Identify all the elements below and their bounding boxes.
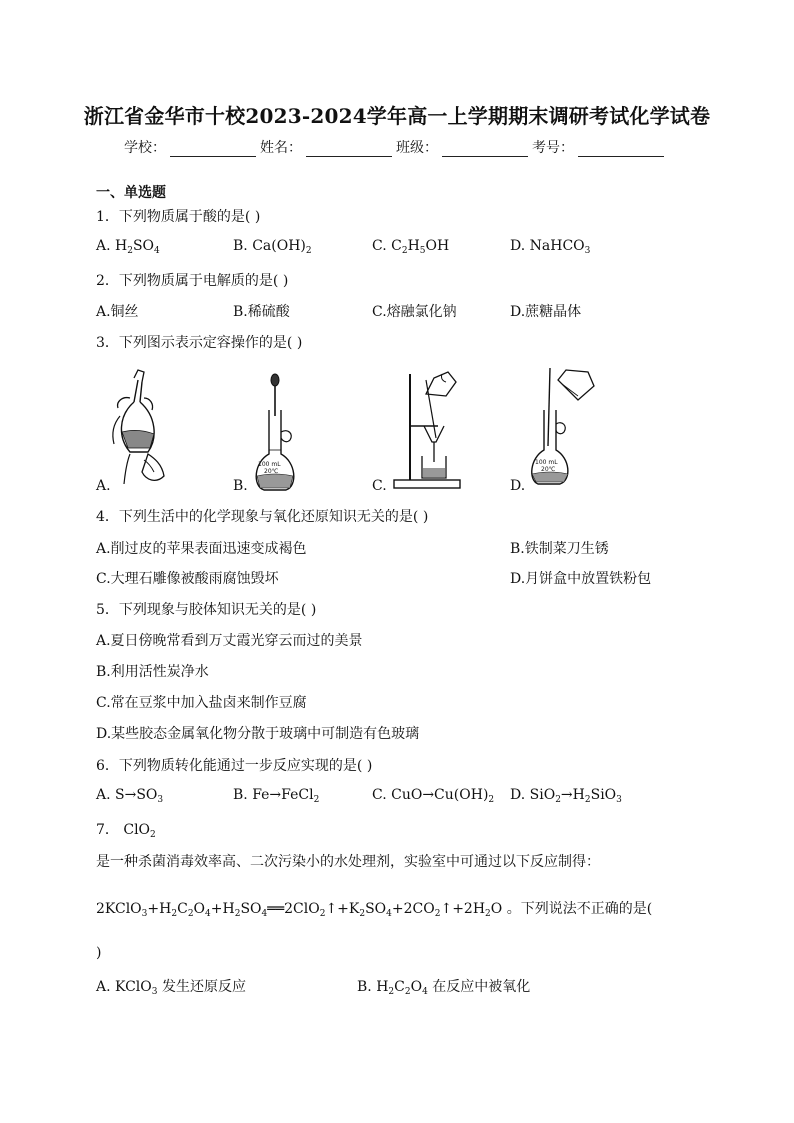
class-label: 班级： xyxy=(396,140,438,156)
q4-option-c[interactable]: C.大理石雕像被酸雨腐蚀毁坏 xyxy=(96,571,279,587)
q2-option-d[interactable]: D.蔗糖晶体 xyxy=(510,304,582,320)
question-4-stem: 4．下列生活中的化学现象与氧化还原知识无关的是( ) xyxy=(96,509,429,525)
question-1-stem: 1．下列物质属于酸的是( ) xyxy=(96,209,261,225)
q1-option-b[interactable]: B. $Ca(OH)_2$ xyxy=(233,238,312,256)
q1-option-d[interactable]: D. NaHCO$_3$ xyxy=(510,238,591,256)
q2-option-a[interactable]: A.铜丝 xyxy=(96,304,139,320)
exam-number-label: 考号： xyxy=(532,140,574,156)
school-blank[interactable] xyxy=(170,142,256,157)
q4-option-d[interactable]: D.月饼盒中放置铁粉包 xyxy=(510,571,652,587)
school-label: 学校： xyxy=(124,140,166,156)
q6-option-c[interactable]: C. $CuO\to Cu(OH)_2$ xyxy=(372,787,495,805)
q5-option-c[interactable]: C.常在豆浆中加入盐卤来制作豆腐 xyxy=(96,695,307,711)
q7-number: 7． xyxy=(96,822,124,838)
question-5-stem: 5．下列现象与胶体知识无关的是( ) xyxy=(96,602,317,618)
q4-option-a[interactable]: A.削过皮的苹果表面迅速变成褐色 xyxy=(96,541,307,557)
name-label: 姓名： xyxy=(260,140,302,156)
q7-formula: ClO$_2$ xyxy=(123,822,156,840)
name-blank[interactable] xyxy=(306,142,392,157)
page-title: 浙江省金华市十校2023-2024学年高一上学期期末调研考试化学试卷 xyxy=(83,104,711,128)
q6-option-b[interactable]: B. Fe→FeCl$_2$ xyxy=(233,787,320,805)
q4-option-b[interactable]: B.铁制菜刀生锈 xyxy=(510,541,609,557)
figure-c-filtration-apparatus[interactable] xyxy=(390,370,466,490)
question-7-line2: 是一种杀菌消毒效率高、二次污染小的水处理剂，实验室中可通过以下反应制得： xyxy=(96,854,600,870)
exam-number-blank[interactable] xyxy=(578,142,664,157)
student-info-row xyxy=(124,137,668,157)
figure-b-label: B. xyxy=(233,478,248,494)
question-2-stem: 2．下列物质属于电解质的是( ) xyxy=(96,273,289,289)
question-3-stem: 3．下列图示表示定容操作的是( ) xyxy=(96,335,303,351)
figure-d-label: D. xyxy=(510,478,526,494)
question-6-stem: 6．下列物质转化能通过一步反应实现的是( ) xyxy=(96,758,373,774)
section-heading: 一、单选题 xyxy=(96,185,166,201)
figure-a-label: A. xyxy=(96,478,111,494)
q5-option-d[interactable]: D.某些胶态金属氧化物分散于玻璃中可制造有色玻璃 xyxy=(96,726,420,742)
q1-option-c[interactable]: C. $C_2H_5OH$ xyxy=(372,238,450,256)
q6-option-d[interactable]: D. $SiO_2\to H_2SiO_3$ xyxy=(510,787,622,805)
figure-b-text: 100 mL 20℃ xyxy=(258,461,281,475)
q5-option-b[interactable]: B.利用活性炭净水 xyxy=(96,664,209,680)
question-7-head xyxy=(96,819,156,839)
q1-option-a[interactable]: A. $H_2SO_4$ xyxy=(96,238,160,256)
figure-c-label: C. xyxy=(372,478,387,494)
figure-b-dropper-flask[interactable] xyxy=(250,372,300,494)
figure-d-text: 100 mL 20℃ xyxy=(535,459,558,473)
q7-option-a[interactable]: A. KClO$_3$ 发生还原反应 xyxy=(96,979,246,997)
q7-option-b[interactable]: B. $H_2C_2O_4$ 在反应中被氧化 xyxy=(357,979,531,997)
q2-option-b[interactable]: B.稀硫酸 xyxy=(233,304,290,320)
figure-a-shaking-flask[interactable] xyxy=(104,368,174,490)
class-blank[interactable] xyxy=(442,142,528,157)
question-7-equation: $2KClO_3+H_2C_2O_4+H_2SO_4══2ClO_2↑+K_2SO_4+2CO_2↑+2H_2O$ 。下列说法不正确的是( xyxy=(96,901,653,919)
q5-option-a[interactable]: A.夏日傍晚常看到万丈霞光穿云而过的美景 xyxy=(96,633,363,649)
q6-option-a[interactable]: A. $S\to SO_3$ xyxy=(96,787,164,805)
q2-option-c[interactable]: C.熔融氯化钠 xyxy=(372,304,457,320)
question-7-line4: ) xyxy=(96,945,102,961)
